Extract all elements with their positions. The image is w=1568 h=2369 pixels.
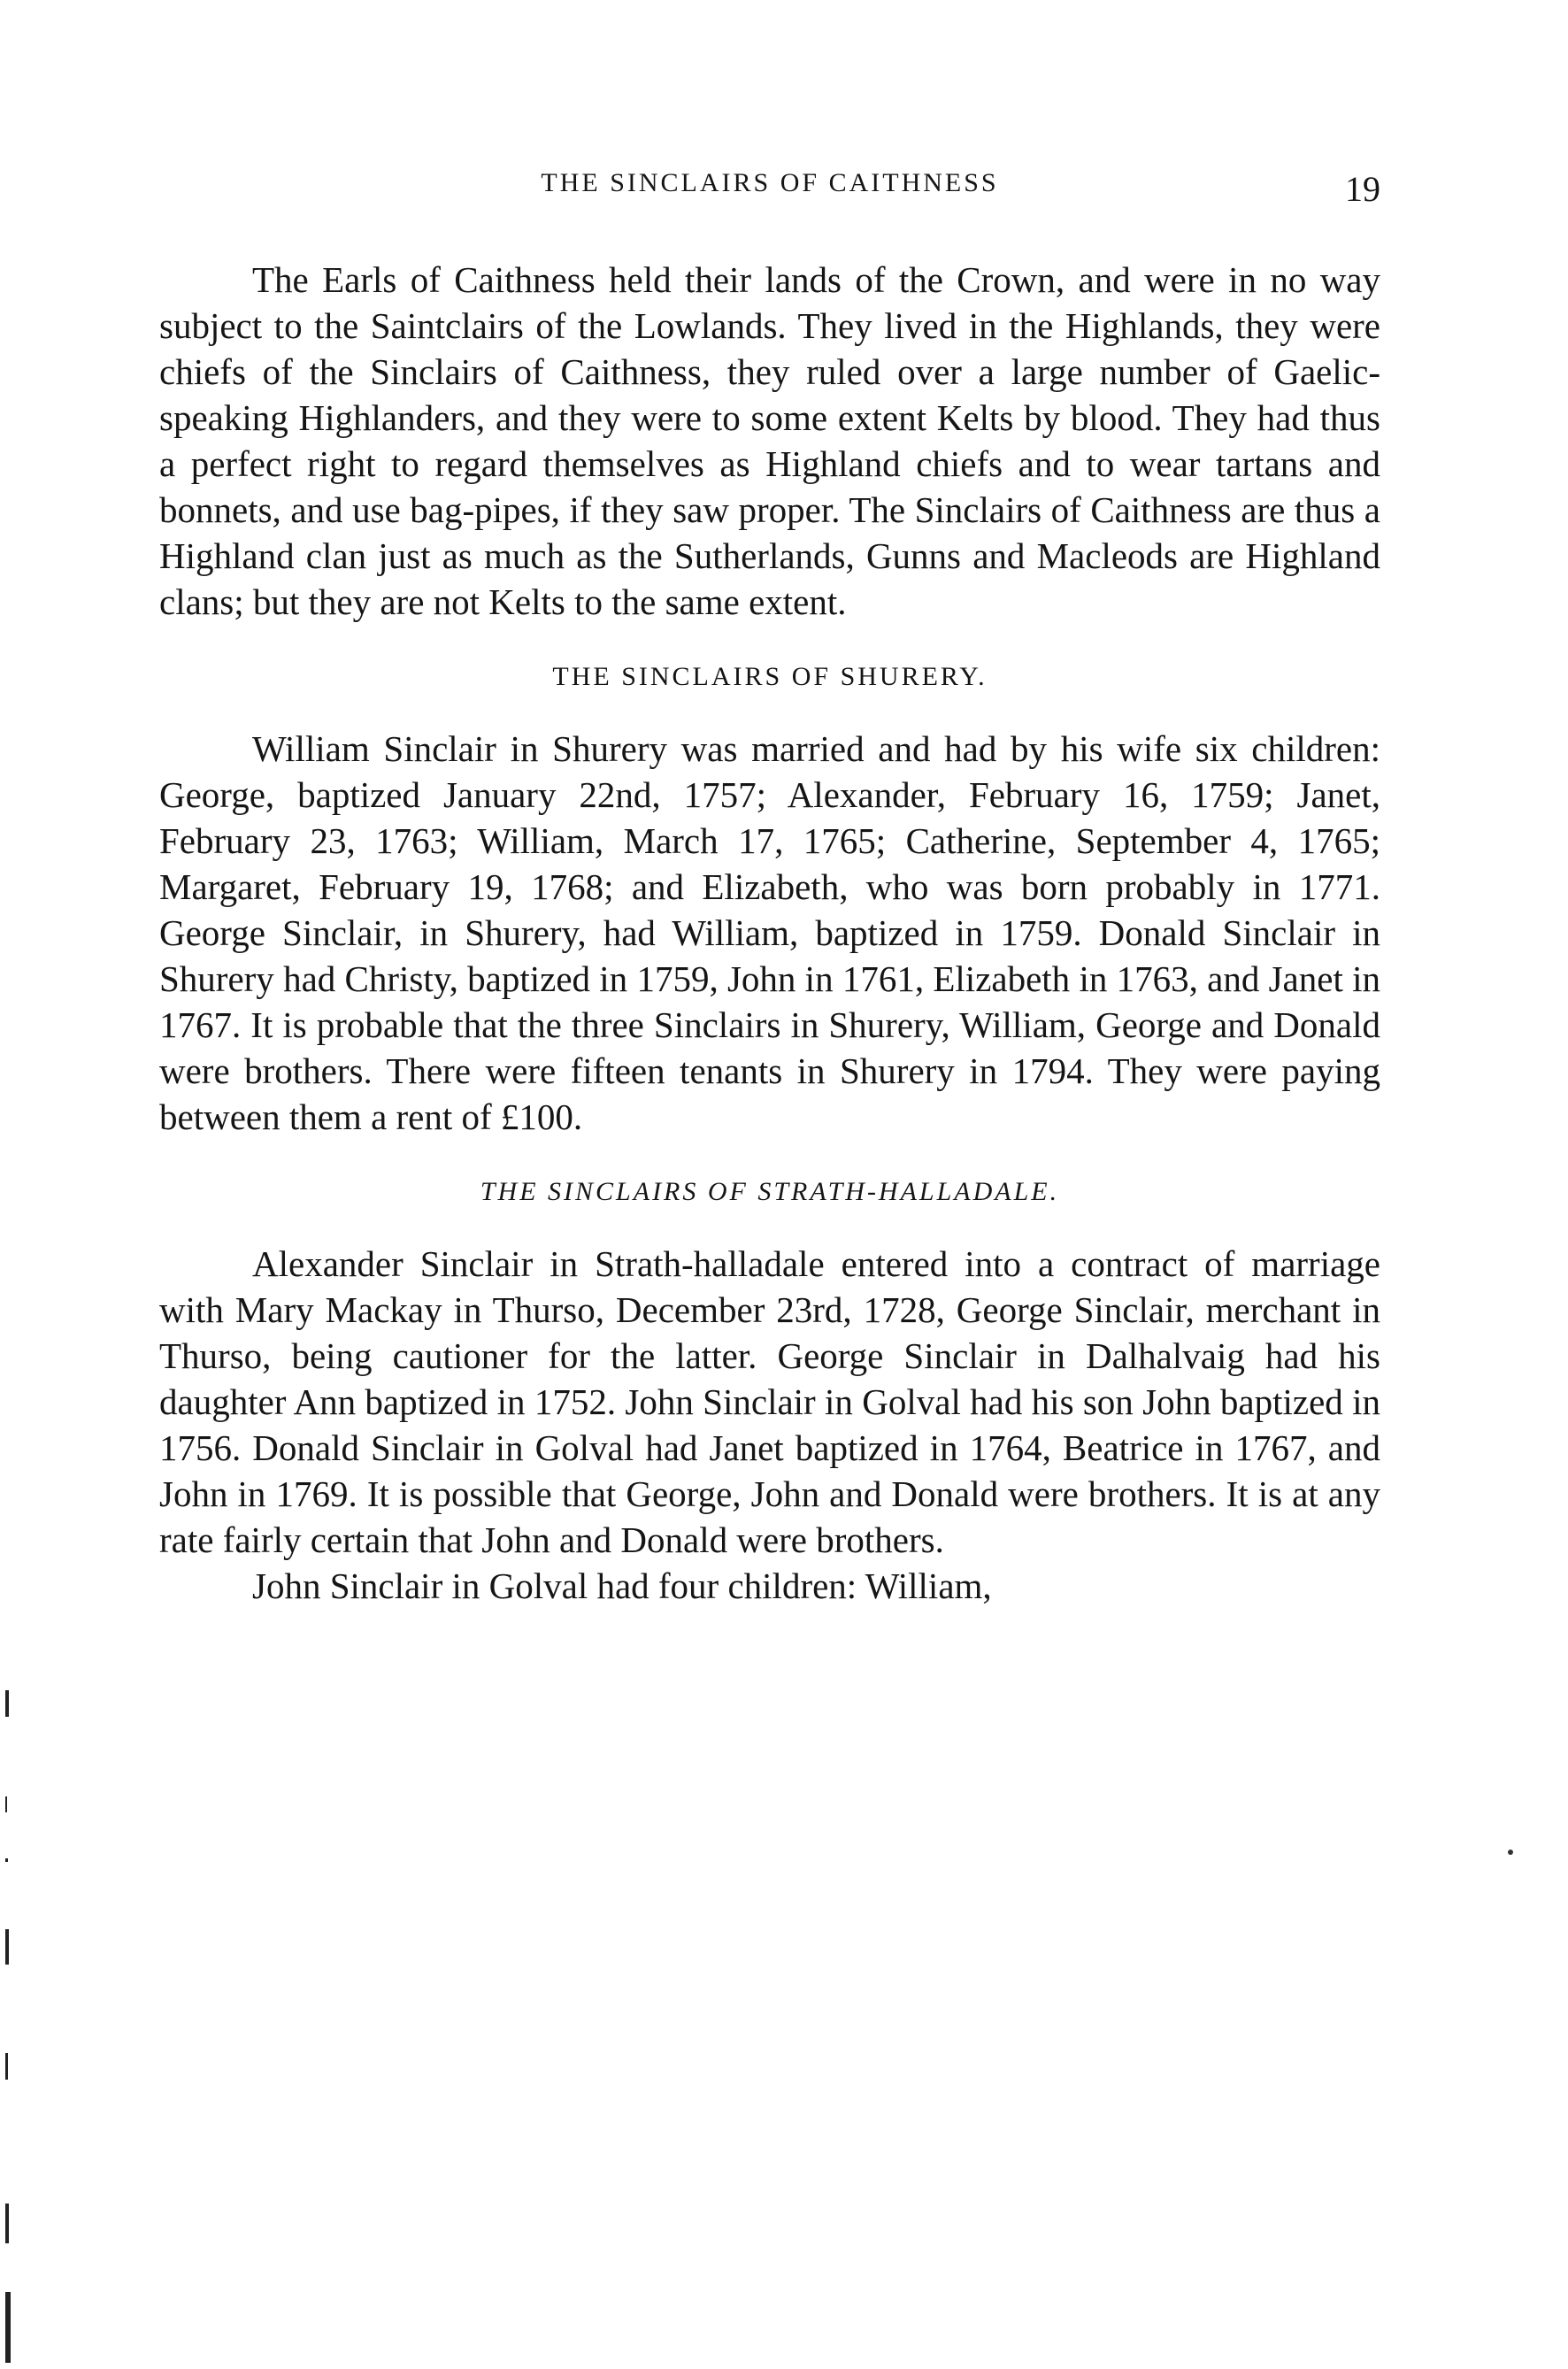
scan-mark	[5, 2053, 8, 2080]
paragraph-intro: The Earls of Caithness held their lands of the Crown, and were in no way subject to the Saintclairs of the Lowlands. They lived in the Highlands, they were chiefs of the Sinclairs of Caithness, they ruled over a large number of Gaelic-speaking Highlanders, and they were to some extent Kelts by blood. They had thus a perfect right to regard themselves as Highland chiefs and to wear tartans and bonnets, and use bag-pipes, if they saw proper. The Sinclairs of Caithness are thus a Highland clan just as much as the Sutherlands, Gunns and Macleods are Highland clans; but they are not Kelts to the same extent.	[159, 259, 1380, 622]
heading-shurery: THE SINCLAIRS OF SHURERY.	[552, 662, 988, 691]
scan-mark	[5, 2292, 11, 2363]
running-head	[159, 168, 1380, 221]
scan-mark	[5, 2204, 9, 2243]
scan-mark	[5, 1858, 8, 1862]
paragraph-strath-halladale-2: John Sinclair in Golval had four children: William,	[252, 1565, 992, 1606]
scan-mark	[5, 1690, 9, 1717]
scan-edge-marks	[0, 1637, 27, 2369]
heading-strath-halladale: THE SINCLAIRS OF STRATH-HALLADALE.	[480, 1177, 1060, 1206]
paragraph-strath-halladale-1: Alexander Sinclair in Strath-halladale entered into a contract of marriage with Mary Mackay in Thurso, December 23rd, 1728, George Sinclair, merchant in Thurso, being cautioner for the latter. George Sinclair in Dalhalvaig had his daughter Ann baptized in 1752. John Sinclair in Golval had his son John baptized in 1756. Donald Sinclair in Golval had Janet baptized in 1764, Beatrice in 1767, and John in 1769. It is possible that George, John and Donald were brothers. It is at any rate fairly certain that John and Donald were brothers.	[159, 1243, 1380, 1560]
scan-mark	[5, 1796, 7, 1812]
scan-dot	[1508, 1850, 1513, 1855]
page-number: 19	[1345, 169, 1380, 209]
book-page	[159, 168, 1380, 1609]
running-title: THE SINCLAIRS OF CAITHNESS	[541, 168, 999, 197]
paragraph-shurery: William Sinclair in Shurery was married and had by his wife six children: George, baptized January 22nd, 1757; Alexander, February 16, 1759; Janet, February 23, 1763; William, March 17, 1765; Catherine, September 4, 1765; Margaret, February 19, 1768; and Elizabeth, who was born probably in 1771. George Sinclair, in Shurery, had William, baptized in 1759. Donald Sinclair in Shurery had Christy, baptized in 1759, John in 1761, Elizabeth in 1763, and Janet in 1767. It is probable that the three Sinclairs in Shurery, William, George and Donald were brothers. There were fifteen tenants in Shurery in 1794. They were paying between them a rent of £100.	[159, 728, 1380, 1137]
scan-mark	[5, 1929, 9, 1965]
